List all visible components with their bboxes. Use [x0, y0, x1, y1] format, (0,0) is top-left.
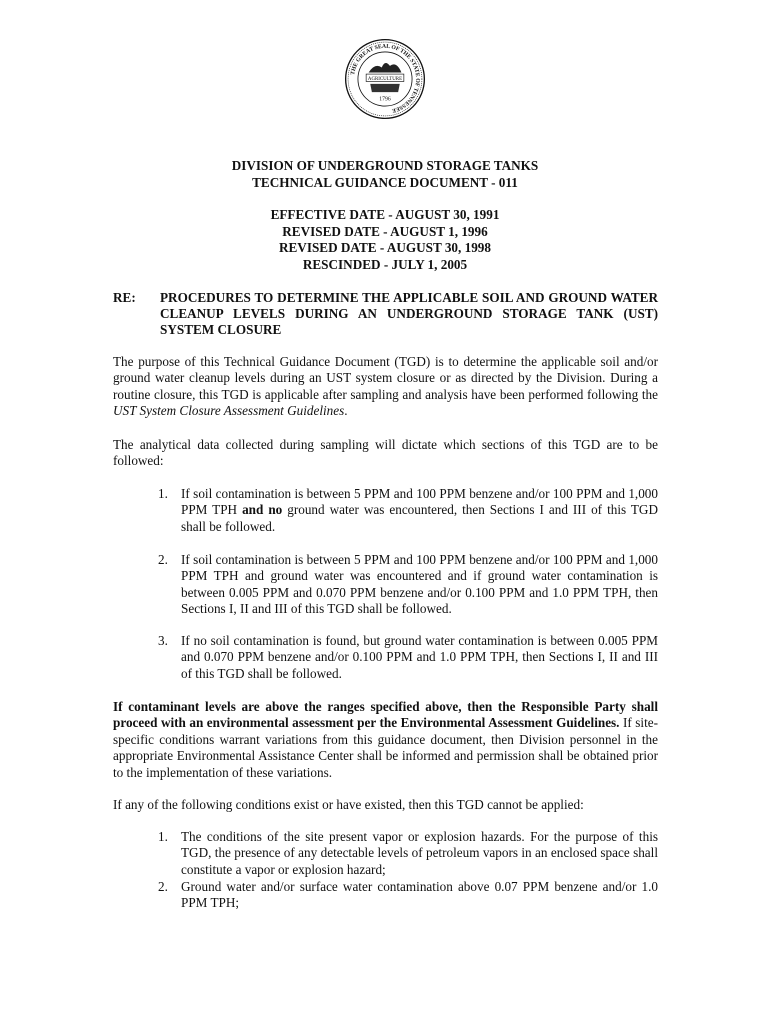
- list1-item-1: If soil contamination is between 5 PPM and 100 PPM benzene and/or 100 PPM and 1,000 PPM TPH and no ground water was encountered, then Sections I and III of this TGD shall be followed.: [181, 486, 658, 534]
- conditions-intro: If any of the following conditions exist or have existed, then this TGD cannot be applied:: [113, 797, 584, 812]
- list2-item-2: Ground water and/or surface water contamination above 0.07 PPM benzene and/or 1.0 PPM TPH;: [181, 879, 658, 911]
- revised-date-2: REVISED DATE - AUGUST 30, 1998: [278, 240, 491, 255]
- seal-year: 1796: [379, 96, 391, 103]
- list1-number-1: 1.: [158, 486, 168, 501]
- list2-item-1: The conditions of the site present vapor or explosion hazards. For the purpose of this TGD, the presence of any detectable levels of petroleum vapors in an enclosed space shall constitute a vapor or explosion hazard;: [181, 829, 658, 877]
- guidelines-title: UST System Closure Assessment Guidelines: [113, 403, 345, 419]
- analytical-paragraph: The analytical data collected during sampling will dictate which sections of this TGD are to be followed:: [113, 437, 658, 469]
- list2-number-1: 1.: [158, 829, 168, 844]
- header-line-2: TECHNICAL GUIDANCE DOCUMENT - 011: [252, 175, 518, 190]
- re-label: RE:: [113, 290, 136, 305]
- list1-item-2: If soil contamination is between 5 PPM and 100 PPM benzene and/or 100 PPM and 1,000 PPM TPH and ground water was encountered and if ground water contamination is between 0.005 PPM and 0.070 PPM benzene and/or 0.100 PPM and 1.0 PPM TPH, then Sections I, II and III of this TGD shall be followed.: [181, 552, 658, 617]
- contaminant-paragraph: If contaminant levels are above the ranges specified above, then the Responsible Party shall proceed with an environmental assessment per the Environmental Assessment Guidelines. If site-specific conditions warrant variations from this guidance document, then Division personnel in the appropriate Environmental Assistance Center shall be informed and permission shall be obtained prior to the implementation of these variations.: [113, 699, 658, 780]
- state-seal-icon: [344, 38, 426, 120]
- rescinded-date: RESCINDED - JULY 1, 2005: [302, 257, 468, 272]
- list1-number-3: 3.: [158, 633, 168, 648]
- svg-text:THE GREAT SEAL OF THE STATE OF: THE GREAT SEAL OF THE STATE OF TENNESSEE: [350, 43, 421, 114]
- list1-number-2: 2.: [158, 552, 168, 567]
- header-line-1: DIVISION OF UNDERGROUND STORAGE TANKS: [231, 158, 539, 173]
- effective-date: EFFECTIVE DATE - AUGUST 30, 1991: [270, 207, 500, 222]
- re-subject: PROCEDURES TO DETERMINE THE APPLICABLE SOIL AND GROUND WATER CLEANUP LEVELS DURING AN UNDERGROUND STORAGE TANK (UST) SYSTEM CLOSURE: [160, 290, 658, 338]
- purpose-paragraph: The purpose of this Technical Guidance Document (TGD) is to determine the applicable soil and/or ground water cleanup levels during an UST system closure or as directed by the Division. During a routine closure, this TGD is applicable after sampling and analysis have been performed following the UST System Closure Assessment Guidelines.: [113, 354, 658, 419]
- revised-date-1: REVISED DATE - AUGUST 1, 1996: [282, 224, 488, 239]
- list2-number-2: 2.: [158, 879, 168, 894]
- list1-item-3: If no soil contamination is found, but ground water contamination is between 0.005 PPM and 0.070 PPM benzene and/or 0.100 PPM and 1.0 PPM TPH, then Sections I, II and III of this TGD shall be followed.: [181, 633, 658, 681]
- seal-banner: AGRICULTURE: [367, 76, 403, 82]
